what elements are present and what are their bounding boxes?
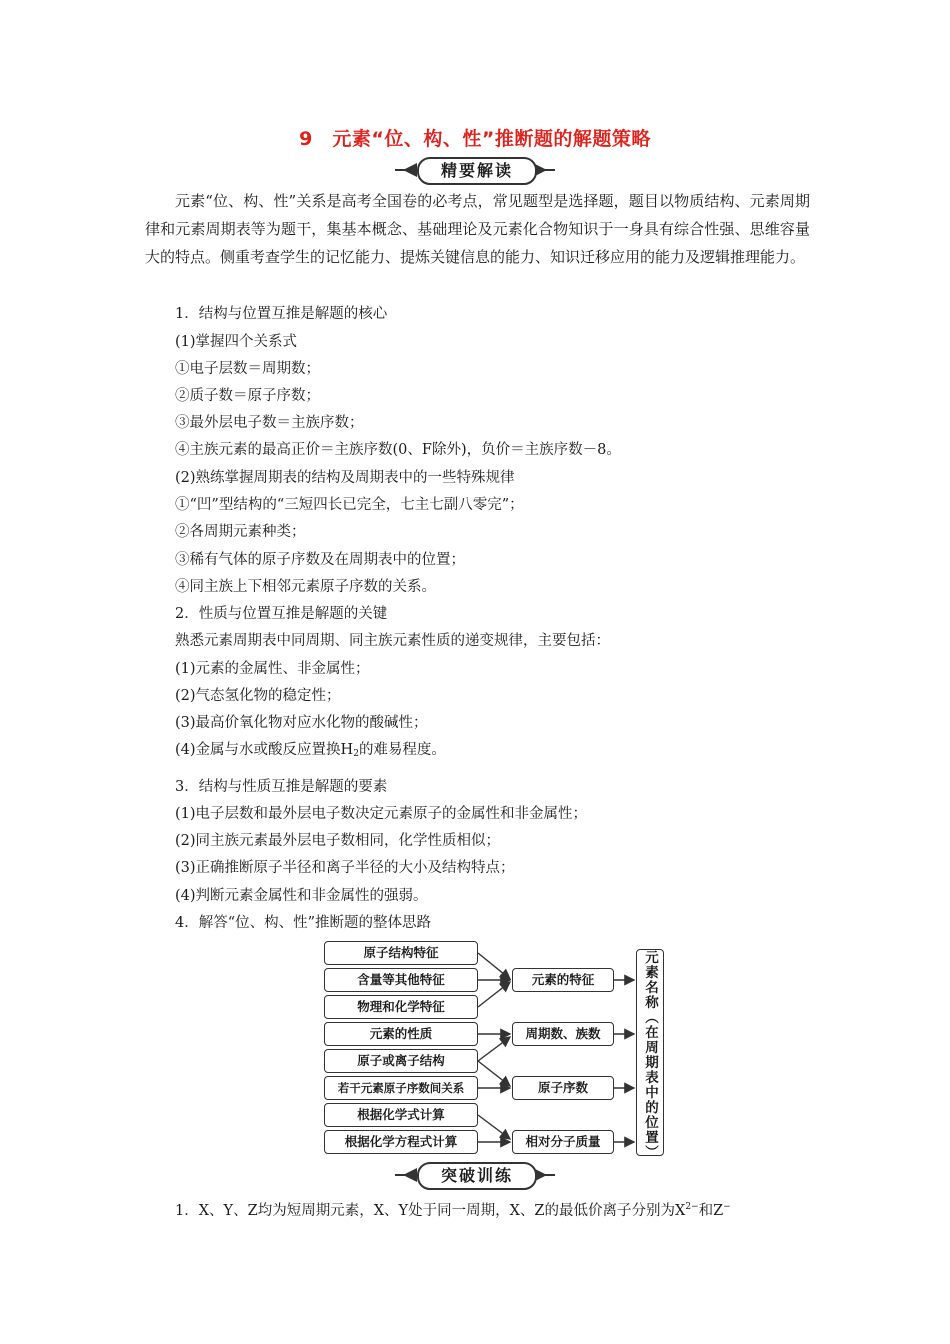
- list-item-text: (4)金属与水或酸反应置换: [175, 742, 341, 758]
- flow-box-formula-calc: 根据化学式计算: [324, 1103, 478, 1127]
- question-text-mid: 和Z: [698, 1203, 724, 1219]
- flow-box-equation-calc: 根据化学方程式计算: [324, 1130, 478, 1154]
- list-item: ④主族元素的最高正价＝主族序数(0、F除外)，负价＝主族序数－8。: [175, 442, 621, 458]
- list-item: (1)电子层数和最外层电子数决定元素原子的金属性和非金属性；: [175, 806, 588, 822]
- h2-symbol: H: [340, 742, 354, 758]
- subheading-1-2: (2)熟练掌握周期表的结构及周期表中的一些特殊规律: [175, 470, 515, 486]
- list-item: ②质子数＝原子序数；: [175, 388, 320, 404]
- text-line: 熟悉元素周期表中同周期、同主族元素性质的递变规律，主要包括：: [175, 633, 610, 649]
- banner-left-arrow-icon: [403, 1168, 417, 1182]
- flow-box-physical-chemical: 物理和化学特征: [324, 995, 478, 1019]
- intro-paragraph: 元素“位、构、性”关系是高考全国卷的必考点，常见题型是选择题，题目以物质结构、元素周期律和元素周期表等为题干，集基本概念、基础理论及元素化合物知识于一身具有综合性强、思维容量大的特点。侧重考查学生的记忆能力、提炼关键信息的能力、知识迁移应用的能力及逻辑推理能力。: [145, 192, 810, 266]
- question-1: [175, 1199, 731, 1220]
- x-charge-superscript: 2−: [685, 1202, 699, 1212]
- list-item: ②各周期元素种类；: [175, 524, 306, 540]
- flow-box-element-features: 元素的特征: [512, 968, 614, 992]
- z-charge-superscript: −: [723, 1202, 731, 1212]
- subheading-1-1: (1)掌握四个关系式: [175, 334, 298, 350]
- list-item: (3)最高价氧化物对应水化物的酸碱性；: [175, 715, 428, 731]
- flow-box-atomic-number-relations: 若干元素原子序数间关系: [324, 1076, 478, 1100]
- heading-4: 4．解答“位、构、性”推断题的整体思路: [175, 915, 432, 931]
- list-item: (2)气态氢化物的稳定性；: [175, 688, 341, 704]
- list-item: ①“凹”型结构的“三短四长已完全，七主七副八零完”；: [175, 497, 524, 513]
- h2-tail: 的难易程度。: [358, 742, 446, 758]
- list-item: (3)正确推断原子半径和离子半径的大小及结构特点；: [175, 860, 515, 876]
- list-item: ③最外层电子数＝主族序数；: [175, 415, 364, 431]
- flow-box-atomic-number: 原子序数: [512, 1076, 614, 1100]
- list-item: ④同主族上下相邻元素原子序数的关系。: [175, 579, 436, 595]
- list-item: ③稀有气体的原子序数及在周期表中的位置；: [175, 552, 465, 568]
- list-item: (2)同主族元素最外层电子数相同，化学性质相似；: [175, 833, 501, 849]
- h2-subscript: 2: [353, 749, 359, 759]
- section-banner-training: [395, 1162, 555, 1188]
- banner-label: 精要解读: [417, 157, 537, 185]
- heading-3: 3．结构与性质互推是解题的要素: [175, 779, 388, 795]
- flow-box-atom-ion-structure: 原子或离子结构: [324, 1049, 478, 1073]
- flow-box-molecular-mass: 相对分子质量: [512, 1130, 614, 1154]
- page-title: 9 元素“位、构、性”推断题的解题策略: [299, 128, 651, 150]
- heading-2: 2．性质与位置互推是解题的关键: [175, 606, 388, 622]
- banner-label: 突破训练: [417, 1162, 537, 1190]
- flow-box-content-features: 含量等其他特征: [324, 968, 478, 992]
- flow-box-period-group: 周期数、族数: [512, 1022, 614, 1046]
- flow-box-element-properties: 元素的性质: [324, 1022, 478, 1046]
- flow-box-element-name: 元素名称（在周期表中的位置）: [636, 949, 664, 1156]
- heading-1: 1．结构与位置互推是解题的核心: [175, 306, 388, 322]
- list-item: (4)判断元素金属性和非金属性的强弱。: [175, 888, 428, 904]
- list-item: (1)元素的金属性、非金属性；: [175, 661, 370, 677]
- list-item: ①电子层数＝周期数；: [175, 361, 320, 377]
- question-text: 1．X、Y、Z均为短周期元素，X、Y处于同一周期，X、Z的最低价离子分别为X: [175, 1203, 686, 1219]
- flow-box-atomic-structure: 原子结构特征: [324, 941, 478, 965]
